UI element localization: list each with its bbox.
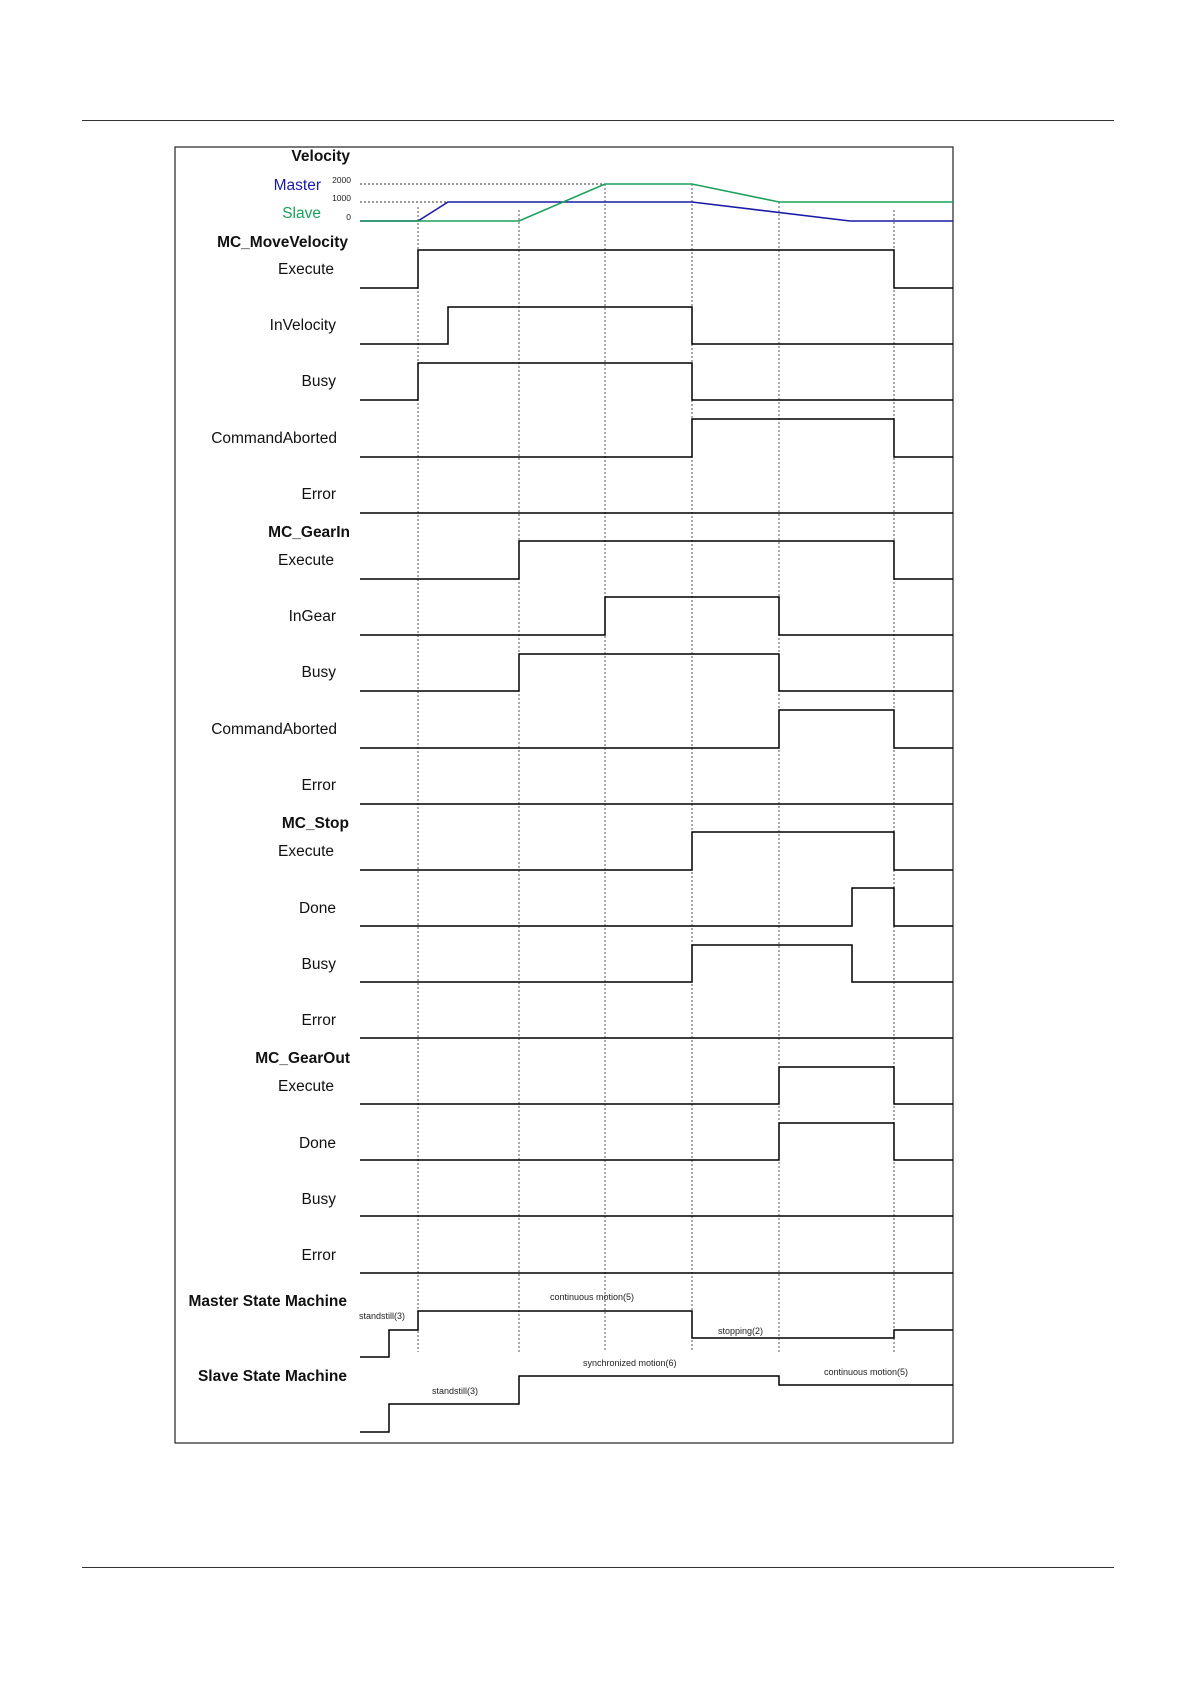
wave-movevelocity-execute <box>360 250 953 288</box>
wave-stop-busy <box>360 945 953 982</box>
group-label-mc-movevelocity: MC_MoveVelocity <box>217 234 348 251</box>
wave-movevelocity-busy <box>360 363 953 400</box>
tick-0: 0 <box>346 212 351 222</box>
wave-movevelocity-invelocity <box>360 307 953 344</box>
signal-label-movevelocity-error: Error <box>301 486 336 503</box>
signal-label-stop-execute: Execute <box>277 843 334 860</box>
diagram-border <box>175 147 953 1443</box>
signal-label-gearin-ingear: InGear <box>288 608 336 625</box>
wave-gearout-execute <box>360 1067 953 1104</box>
wave-stop-done <box>360 888 953 926</box>
signal-label-movevelocity-invelocity: InVelocity <box>269 317 336 334</box>
slave-state-continuous-motion: continuous motion(5) <box>824 1367 909 1377</box>
master-label: Master <box>273 177 321 194</box>
wave-slave-state <box>360 1376 953 1432</box>
wave-gearin-busy <box>360 654 953 691</box>
wave-master-state <box>360 1311 953 1357</box>
signal-label-gearin-commandaborted: CommandAborted <box>211 721 337 738</box>
wave-gearin-commandaborted <box>360 710 953 748</box>
velocity-title: Velocity <box>291 148 350 165</box>
signal-label-stop-error: Error <box>301 1012 336 1029</box>
signal-labels <box>211 261 337 1264</box>
signal-label-movevelocity-execute: Execute <box>277 261 334 278</box>
master-state-continuous-motion: continuous motion(5) <box>550 1292 635 1302</box>
time-markers <box>418 184 894 1352</box>
slave-state-standstill: standstill(3) <box>432 1386 479 1396</box>
signal-label-gearout-busy: Busy <box>301 1191 336 1208</box>
group-label-mc-gearout: MC_GearOut <box>255 1050 350 1067</box>
master-velocity-line <box>360 202 953 221</box>
signal-label-gearout-done: Done <box>298 1135 336 1152</box>
group-label-mc-stop: MC_Stop <box>281 815 349 832</box>
master-state-stopping: stopping(2) <box>718 1326 764 1336</box>
slave-state-synchronized-motion: synchronized motion(6) <box>583 1358 677 1368</box>
wave-movevelocity-commandaborted <box>360 419 953 457</box>
slave-label: Slave <box>282 205 321 222</box>
tick-1000: 1000 <box>332 193 351 203</box>
group-label-mc-gearin: MC_GearIn <box>268 524 350 541</box>
master-state-standstill: standstill(3) <box>359 1311 406 1321</box>
signal-label-gearin-execute: Execute <box>277 552 334 569</box>
signal-label-movevelocity-commandaborted: CommandAborted <box>211 430 337 447</box>
master-state-machine-label: Master State Machine <box>188 1293 347 1310</box>
wave-gearout-done <box>360 1123 953 1160</box>
signal-label-gearout-execute: Execute <box>277 1078 334 1095</box>
signal-label-gearin-error: Error <box>301 777 336 794</box>
wave-gearin-execute <box>360 541 953 579</box>
wave-stop-execute <box>360 832 953 870</box>
signal-label-gearout-error: Error <box>301 1247 336 1264</box>
waveforms <box>360 250 953 1432</box>
signal-label-stop-done: Done <box>298 900 336 917</box>
signal-label-gearin-busy: Busy <box>301 664 336 681</box>
wave-gearin-ingear <box>360 597 953 635</box>
tick-2000: 2000 <box>332 175 351 185</box>
slave-state-machine-label: Slave State Machine <box>197 1368 347 1385</box>
signal-label-stop-busy: Busy <box>301 956 336 973</box>
signal-label-movevelocity-busy: Busy <box>301 373 336 390</box>
